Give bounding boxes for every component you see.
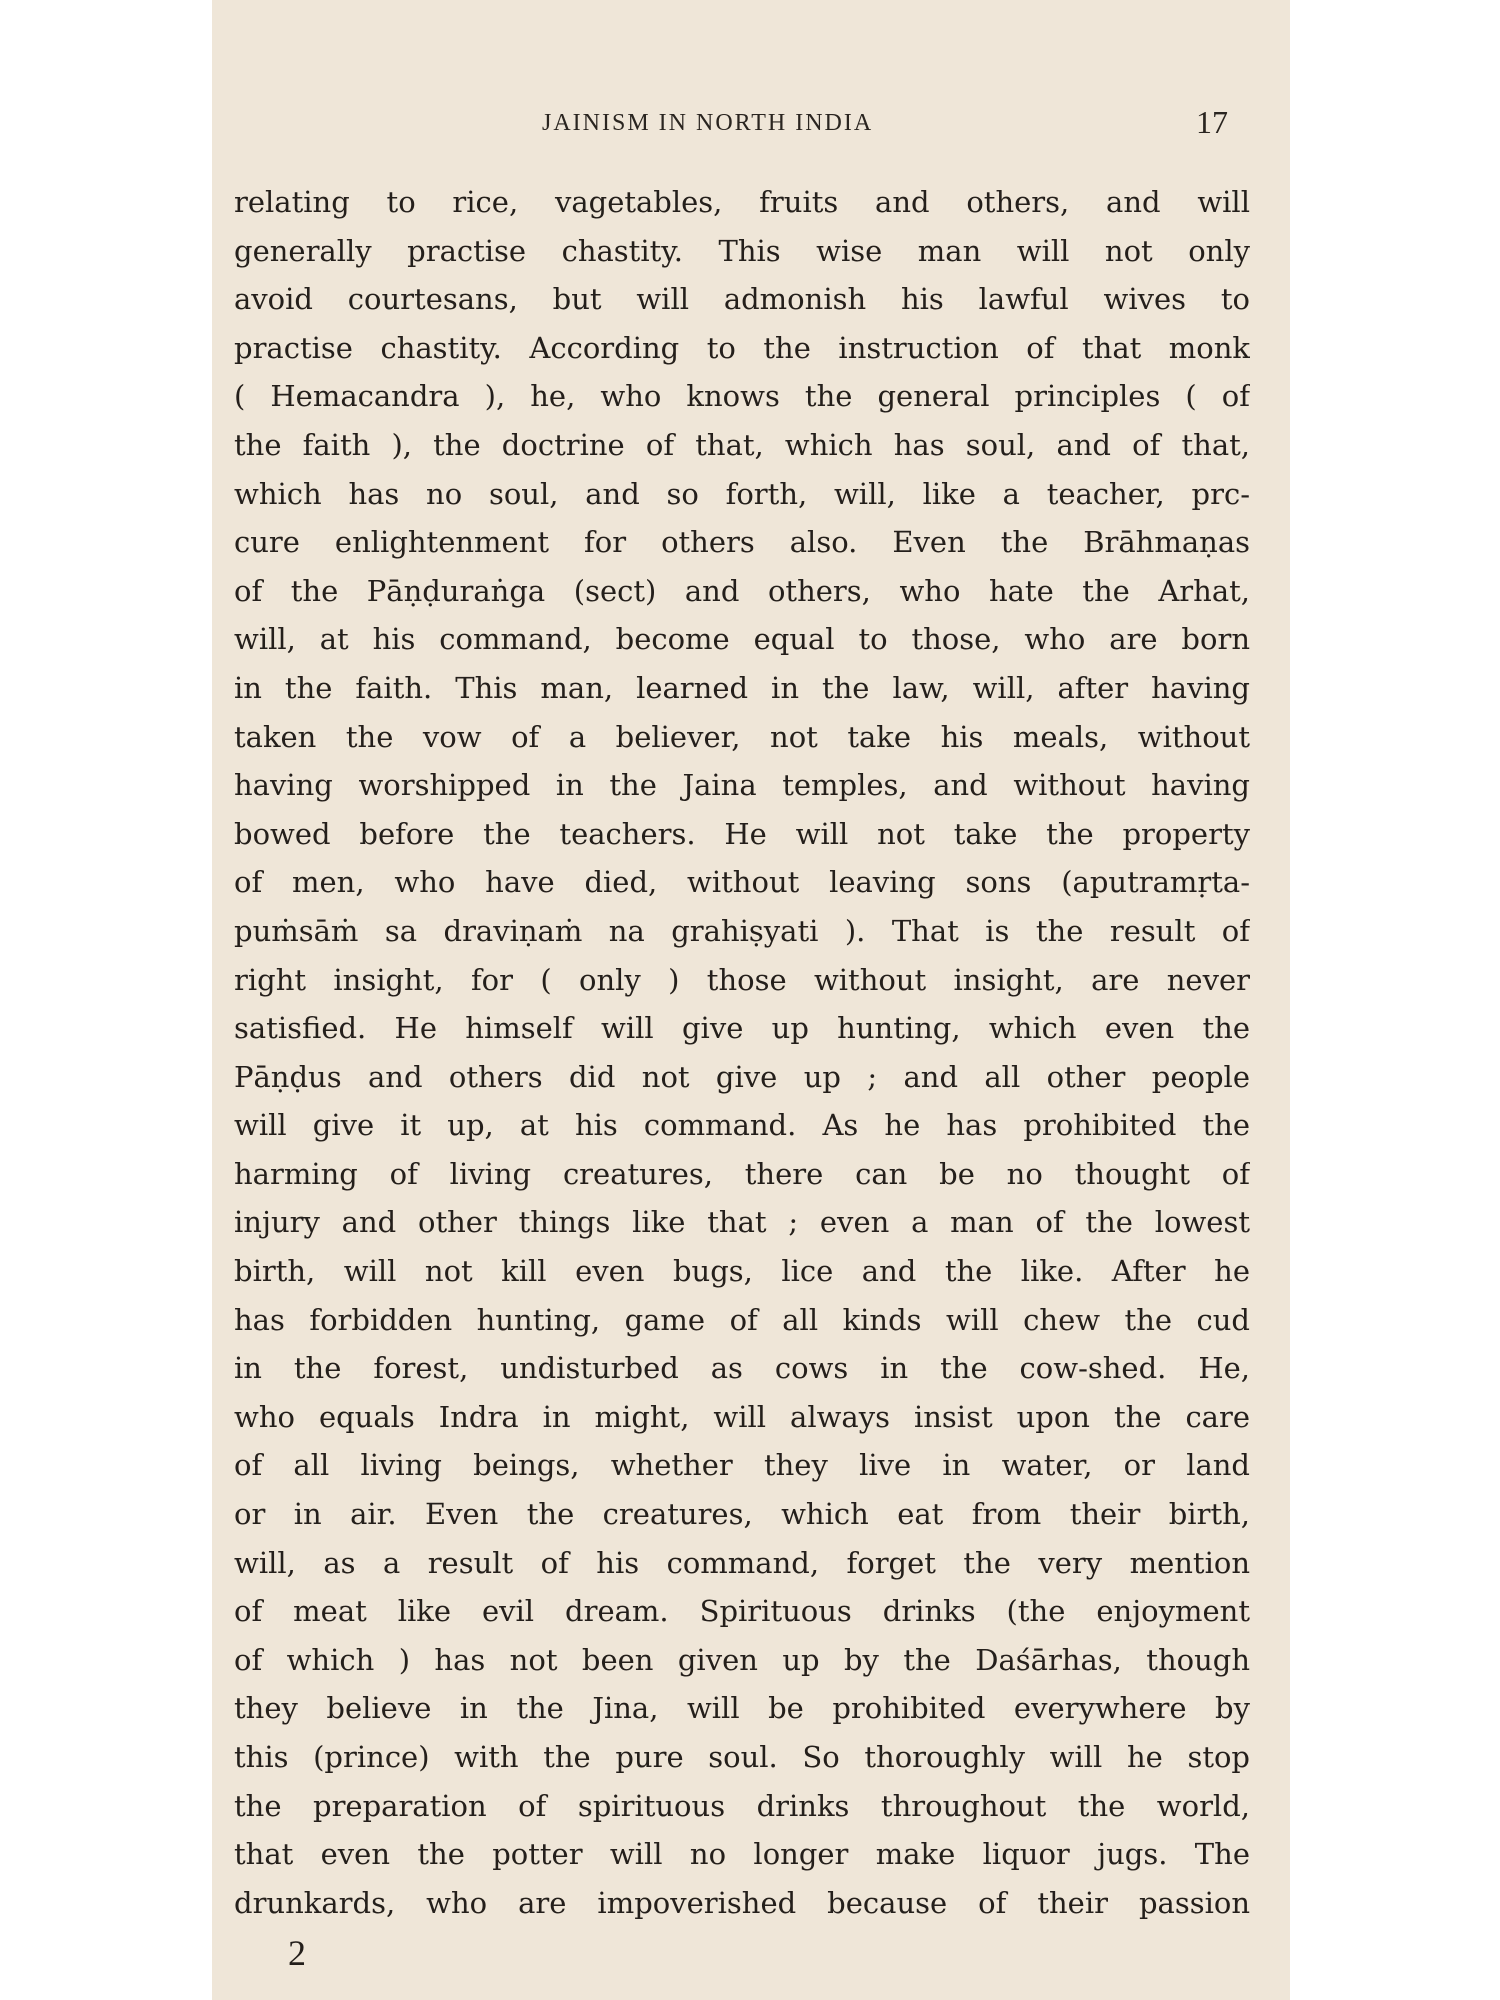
text-line: birth, will not kill even bugs, lice and the like. After he	[234, 1254, 1250, 1289]
text-line: right insight, for ( only ) those without insight, are never	[234, 962, 1250, 997]
text-line: has forbidden hunting, game of all kinds will chew the cud	[234, 1302, 1250, 1337]
text-line: of men, who have died, without leaving sons (aputramṛta-	[234, 865, 1250, 900]
text-line: drunkards, who are impoverished because of their passion	[234, 1885, 1250, 1920]
text-line: or in air. Even the creatures, which eat from their birth,	[234, 1497, 1250, 1532]
text-line: this (prince) with the pure soul. So thoroughly will he stop	[234, 1740, 1250, 1774]
running-title: JAINISM IN NORTH INDIA	[542, 110, 874, 136]
text-line: of meat like evil dream. Spirituous drinks (the enjoyment	[234, 1594, 1250, 1629]
text-line: will, as a result of his command, forget the very mention	[234, 1545, 1250, 1580]
text-line: relating to rice, vagetables, fruits and others, and will	[234, 185, 1250, 219]
text-line: Pāṇḍus and others did not give up ; and all other people	[234, 1059, 1250, 1094]
text-line: satisfied. He himself will give up hunting, which even the	[234, 1011, 1250, 1046]
text-line: will, at his command, become equal to those, who are born	[234, 622, 1250, 657]
text-line: the preparation of spirituous drinks throughout the world,	[234, 1788, 1250, 1823]
text-line: harming of living creatures, there can be no thought of	[234, 1156, 1250, 1191]
text-line: in the faith. This man, learned in the law, will, after having	[234, 670, 1250, 705]
text-line: having worshipped in the Jaina temples, and without having	[234, 768, 1250, 803]
text-line: bowed before the teachers. He will not take the property	[234, 816, 1250, 851]
text-line: in the forest, undisturbed as cows in the cow-shed. He,	[234, 1351, 1250, 1386]
running-head	[212, 104, 1290, 144]
text-line: taken the vow of a believer, not take his meals, without	[234, 719, 1250, 754]
page-number: 17	[1196, 104, 1228, 140]
text-line: the faith ), the doctrine of that, which has soul, and of that,	[234, 427, 1250, 462]
text-line: ( Hemacandra ), he, who knows the general principles ( of	[234, 379, 1250, 414]
text-line: of all living beings, whether they live in water, or land	[234, 1448, 1250, 1483]
text-line: injury and other things like that ; even a man of the lowest	[234, 1205, 1250, 1240]
text-line: generally practise chastity. This wise man will not only	[234, 233, 1250, 268]
text-line: practise chastity. According to the instruction of that monk	[234, 330, 1250, 365]
book-page	[212, 0, 1290, 2000]
text-line: cure enlightenment for others also. Even the Brāhmaṇas	[234, 525, 1250, 560]
text-line: of which ) has not been given up by the Daśārhas, though	[234, 1642, 1250, 1677]
text-line: will give it up, at his command. As he has prohibited the	[234, 1108, 1250, 1143]
text-line: who equals Indra in might, will always insist upon the care	[234, 1399, 1250, 1434]
body-text	[234, 178, 1250, 1927]
text-line: avoid courtesans, but will admonish his lawful wives to	[234, 282, 1250, 317]
signature-mark: 2	[288, 1933, 306, 1973]
text-line: which has no soul, and so forth, will, like a teacher, prc-	[234, 476, 1250, 511]
text-line: that even the potter will no longer make liquor jugs. The	[234, 1837, 1250, 1872]
text-line: of the Pāṇḍuraṅga (sect) and others, who hate the Arhat,	[234, 573, 1250, 608]
text-line: puṁsāṁ sa draviṇaṁ na grahiṣyati ). That is the result of	[234, 913, 1250, 948]
text-line: they believe in the Jina, will be prohibited everywhere by	[234, 1691, 1250, 1726]
